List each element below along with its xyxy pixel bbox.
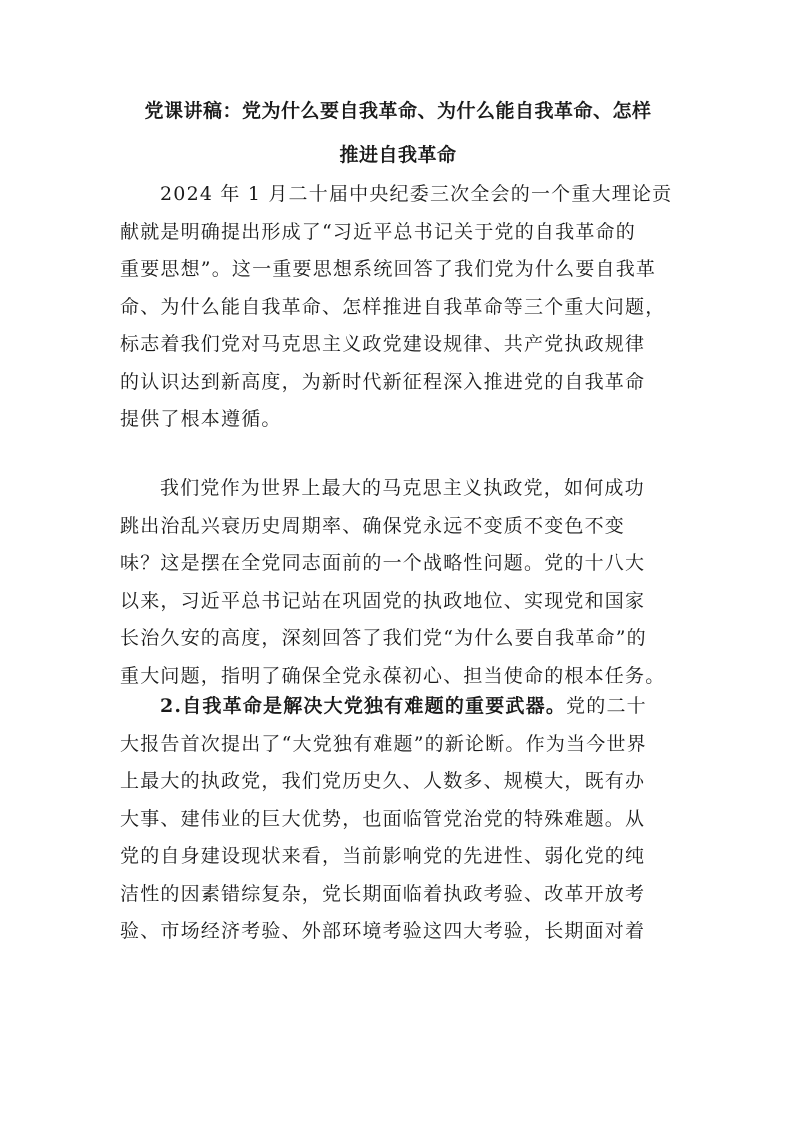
paragraph-line: 献就是明确提出形成了“习近平总书记关于党的自我革命的	[120, 220, 636, 243]
paragraph-line: 长治久安的高度，深刻回答了我们党“为什么要自我革命”的	[120, 627, 647, 649]
paragraph-line: 洁性的因素错综复杂，党长期面临着执政考验、改革开放考	[120, 882, 646, 905]
paragraph-line: 上最大的执政党，我们党历史久、人数多、规模大，既有办	[120, 770, 646, 792]
paragraph-lead-rest: 党的二十	[566, 695, 647, 717]
paragraph-3	[120, 688, 678, 951]
paragraph-2	[120, 470, 678, 695]
paragraph-line: 党的自身建设现状来看，当前影响党的先进性、弱化党的纯	[120, 845, 646, 867]
paragraph-line: 提供了根本遵循。	[120, 408, 282, 430]
paragraph-line: 跳出治乱兴衰历史周期率、确保党永远不变质不变色不变	[120, 514, 626, 537]
paragraph-line: 验、市场经济考验、外部环境考验这四大考验，长期面对着	[120, 920, 646, 942]
section-heading: 2.自我革命是解决大党独有难题的重要武器。	[160, 695, 567, 717]
paragraph-line: 以来，习近平总书记站在巩固党的执政地位、实现党和国家	[120, 589, 646, 612]
paragraph-1	[120, 176, 678, 439]
paragraph-line: 大报告首次提出了“大党独有难题”的新论断。作为当今世界	[120, 732, 647, 755]
paragraph-line: 大事、建伟业的巨大优势，也面临管党治党的特殊难题。从	[120, 807, 646, 830]
paragraph-line: 味？这是摆在全党同志面前的一个战略性问题。党的十八大	[120, 552, 646, 574]
paragraph-line: 重大问题，指明了确保全党永葆初心、担当使命的根本任务。	[120, 664, 666, 687]
document-title-line-1: 党课讲稿：党为什么要自我革命、为什么能自我革命、怎样	[144, 100, 652, 122]
paragraph-line: 我们党作为世界上最大的马克思主义执政党，如何成功	[160, 477, 645, 499]
paragraph-line: 命、为什么能自我革命、怎样推进自我革命等三个重大问题，	[120, 295, 666, 318]
paragraph-lead-line	[120, 688, 678, 726]
paragraph-line: 的认识达到新高度，为新时代新征程深入推进党的自我革命	[120, 370, 646, 393]
paragraph-line: 标志着我们党对马克思主义政党建设规律、共产党执政规律	[120, 333, 646, 355]
document-title-line-2: 推进自我革命	[339, 144, 457, 166]
paragraph-line: 重要思想”。这一重要思想系统回答了我们党为什么要自我革	[120, 258, 657, 280]
paragraph-line: 2024 年 1 月二十届中央纪委三次全会的一个重大理论贡	[160, 183, 673, 205]
